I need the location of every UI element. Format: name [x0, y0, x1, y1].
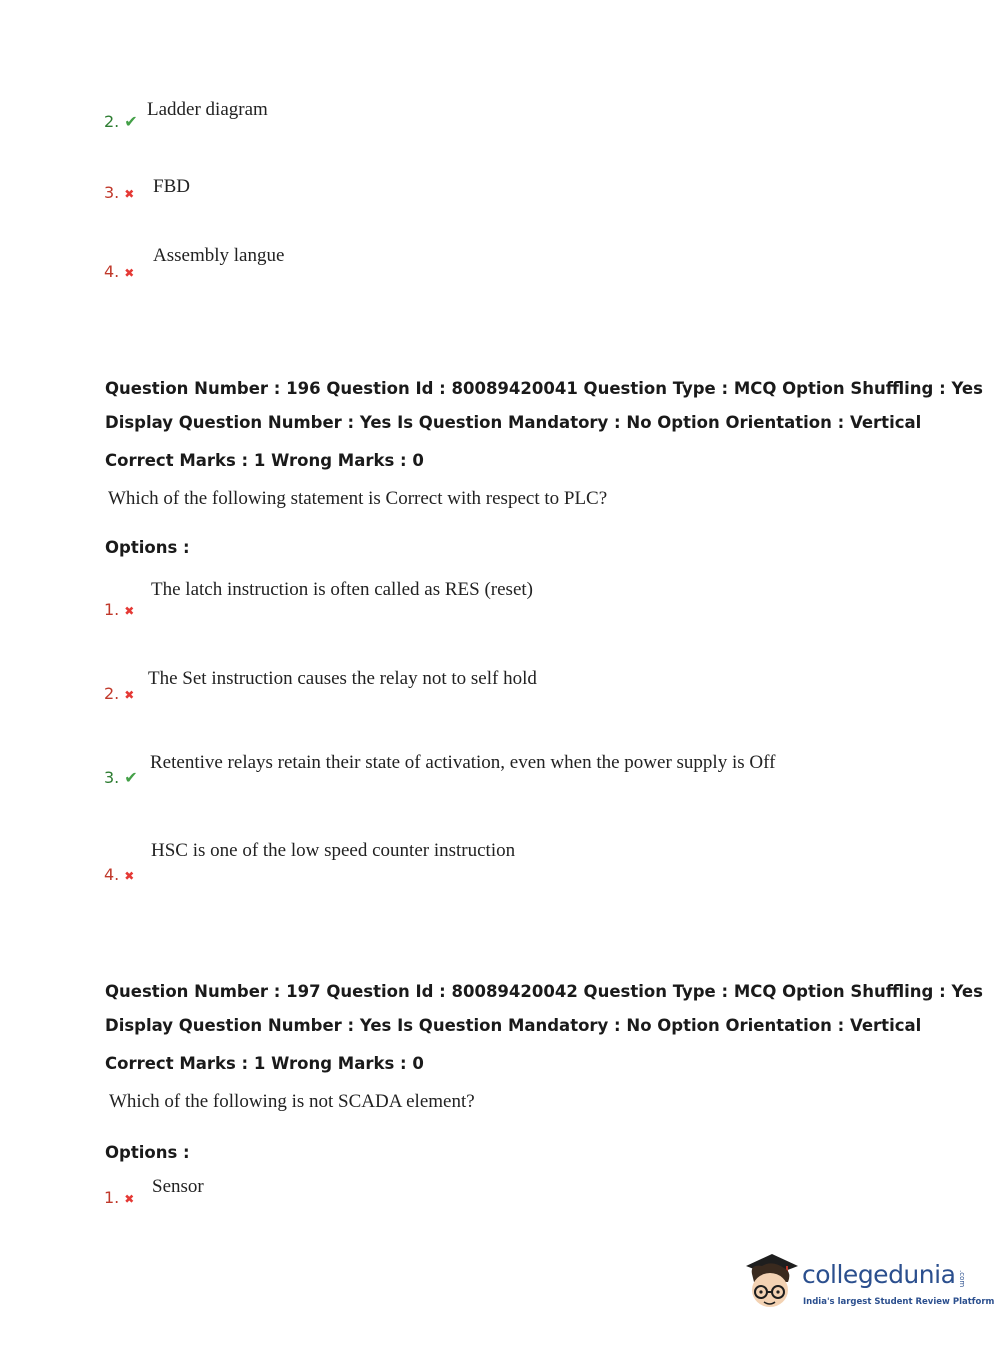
- question-marks-line: Correct Marks : 1 Wrong Marks : 0: [105, 451, 424, 470]
- question-meta-line: Question Number : 196 Question Id : 80089420041 Question Type : MCQ Option Shuffling : Yes: [105, 379, 983, 398]
- option-text: Ladder diagram: [147, 99, 268, 120]
- option-row: [104, 1188, 134, 1207]
- option-row: [104, 684, 134, 703]
- option-number: 1.: [104, 1188, 120, 1207]
- option-number: 2.: [104, 112, 120, 131]
- logo-name: collegedunia: [802, 1260, 956, 1289]
- option-text: Sensor: [152, 1176, 204, 1197]
- mascot-icon: [742, 1248, 802, 1320]
- option-text: The Set instruction causes the relay not to self hold: [148, 668, 537, 689]
- option-number: 2.: [104, 684, 120, 703]
- option-number: 3.: [104, 183, 120, 202]
- question-text: Which of the following is not SCADA element?: [109, 1091, 475, 1112]
- option-text: Retentive relays retain their state of activation, even when the power supply is Off: [150, 752, 776, 773]
- option-row: [104, 183, 134, 202]
- options-label: Options :: [105, 1143, 190, 1162]
- option-row: [104, 112, 138, 131]
- option-number: 3.: [104, 768, 120, 787]
- option-text: Assembly langue: [153, 245, 285, 266]
- option-row: [104, 262, 134, 281]
- option-row: [104, 865, 134, 884]
- cross-icon: ✖: [124, 1192, 135, 1206]
- question-marks-line: Correct Marks : 1 Wrong Marks : 0: [105, 1054, 424, 1073]
- option-number: 4.: [104, 262, 120, 281]
- cross-icon: ✖: [124, 688, 135, 702]
- collegedunia-logo: [742, 1248, 995, 1320]
- cross-icon: ✖: [124, 266, 135, 280]
- question-meta-line: Question Number : 197 Question Id : 80089420042 Question Type : MCQ Option Shuffling : Yes: [105, 982, 983, 1001]
- option-row: [104, 768, 138, 787]
- question-text: Which of the following statement is Correct with respect to PLC?: [108, 488, 608, 509]
- cross-icon: ✖: [124, 869, 135, 883]
- cross-icon: ✖: [124, 604, 135, 618]
- check-icon: ✔: [124, 768, 138, 787]
- cross-icon: ✖: [124, 187, 135, 201]
- option-row: [104, 600, 134, 619]
- option-text: The latch instruction is often called as RES (reset): [151, 579, 533, 600]
- check-icon: ✔: [124, 112, 138, 131]
- logo-tagline: India's largest Student Review Platform: [803, 1297, 995, 1307]
- question-meta-line: Display Question Number : Yes Is Question Mandatory : No Option Orientation : Vertical: [105, 1016, 922, 1035]
- question-meta-line: Display Question Number : Yes Is Question Mandatory : No Option Orientation : Vertical: [105, 413, 922, 432]
- option-number: 4.: [104, 865, 120, 884]
- options-label: Options :: [105, 538, 190, 557]
- option-text: HSC is one of the low speed counter instruction: [151, 840, 516, 861]
- logo-suffix: .com: [958, 1270, 966, 1288]
- option-number: 1.: [104, 600, 120, 619]
- option-text: FBD: [153, 176, 190, 197]
